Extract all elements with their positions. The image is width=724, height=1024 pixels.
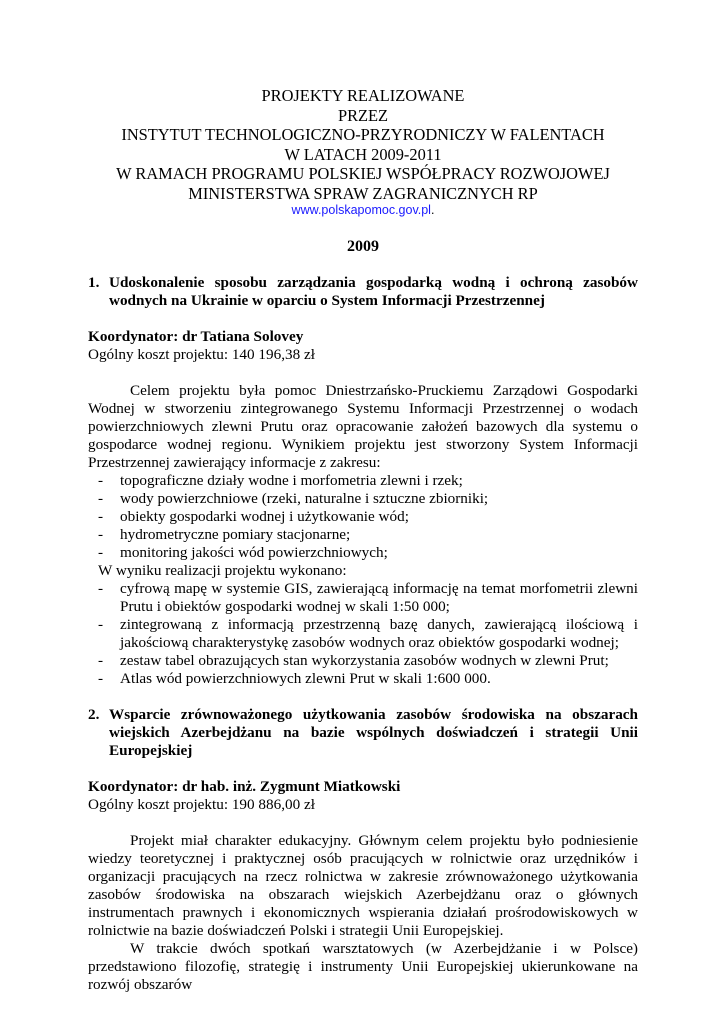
list-item: - monitoring jakości wód powierzchniowych; xyxy=(88,544,638,562)
list-item-text: zestaw tabel obrazujących stan wykorzystania zasobów wodnych w zlewni Prut; xyxy=(120,652,609,669)
project-2-cost: Ogólny koszt projektu: 190 886,00 zł xyxy=(88,796,315,813)
program-url-link[interactable]: www.polskapomoc.gov.pl xyxy=(291,203,431,217)
list-item: - wody powierzchniowe (rzeki, naturalne i sztuczne zbiorniki; xyxy=(88,490,638,508)
project-1-coordinator: Koordynator: dr Tatiana Solovey xyxy=(88,328,304,345)
project-2-heading xyxy=(88,706,638,760)
project-number: 1. xyxy=(88,274,100,291)
list-item: - topograficzne działy wodne i morfometria zlewni i rzek; xyxy=(88,472,638,490)
list-item-text: monitoring jakości wód powierzchniowych; xyxy=(120,544,388,561)
list-item: - zintegrowaną z informacją przestrzenną bazę danych, zawierającą ilościową i jakościową charakterystykę zasobów wodnych oraz obiektów gospodarki wodnej; xyxy=(98,616,638,651)
project-number: 2. xyxy=(88,706,100,723)
project-2-paragraph-2: W trakcie dwóch spotkań warsztatowych (w Azerbejdżanie i w Polsce) przedstawiono filozofię, strategię i instrumenty Unii Europejskiej ukierunkowane na rozwój obszarów xyxy=(88,940,638,993)
program-url-line xyxy=(88,203,638,218)
document-page xyxy=(88,86,638,994)
list-item-text: zintegrowaną z informacją przestrzenną bazę danych, zawierającą ilościową i jakościową charakterystykę zasobów wodnych oraz obiektów gospodarki wodnej; xyxy=(120,616,638,651)
title-line: INSTYTUT TECHNOLOGICZNO-PRZYRODNICZY W FALENTACH xyxy=(121,125,605,144)
list-item-text: Atlas wód powierzchniowych zlewni Prut w skali 1:600 000. xyxy=(120,670,491,687)
list-item: - cyfrową mapę w systemie GIS, zawierającą informację na temat morfometrii zlewni Prutu i obiektów gospodarki wodnej w skali 1:50 000; xyxy=(98,580,638,615)
list-item: - Atlas wód powierzchniowych zlewni Prut w skali 1:600 000. xyxy=(88,670,638,688)
list-item-text: hydrometryczne pomiary stacjonarne; xyxy=(120,526,351,543)
project-1-results-list xyxy=(88,580,638,688)
project-1-heading xyxy=(88,274,638,310)
project-1-cost: Ogólny koszt projektu: 140 196,38 zł xyxy=(88,346,315,363)
list-item-text: topograficzne działy wodne i morfometria zlewni i rzek; xyxy=(120,472,463,489)
project-1-results-intro: W wyniku realizacji projektu wykonano: xyxy=(98,562,347,579)
project-2-coordinator: Koordynator: dr hab. inż. Zygmunt Miatkowski xyxy=(88,778,401,795)
list-item-text: cyfrową mapę w systemie GIS, zawierającą informację na temat morfometrii zlewni Prutu i obiektów gospodarki wodnej w skali 1:50 000; xyxy=(120,580,638,615)
project-2-paragraph-1: Projekt miał charakter edukacyjny. Głównym celem projektu było podniesienie wiedzy teoretycznej i praktycznej osób pracujących w rolnictwie oraz urzędników i organizacji pracujących na rzecz rolnictwa w zakresie zrównoważonego użytkowania zasobów środowiska na obszarach wiejskich Azerbejdżanu oraz o głównych instrumentach prawnych i ekonomicznych wspierania działań prośrodowiskowych w rolnictwie na bazie doświadczeń Polski i strategii Unii Europejskiej. xyxy=(88,832,638,939)
list-item: - zestaw tabel obrazujących stan wykorzystania zasobów wodnych w zlewni Prut; xyxy=(88,652,638,670)
title-line: W RAMACH PROGRAMU POLSKIEJ WSPÓŁPRACY ROZWOJOWEJ xyxy=(116,164,610,183)
title-line: W LATACH 2009-2011 xyxy=(284,144,442,164)
document-title xyxy=(88,86,638,203)
list-item-text: wody powierzchniowe (rzeki, naturalne i sztuczne zbiorniki; xyxy=(120,490,489,507)
project-title: Udoskonalenie sposobu zarządzania gospodarką wodną i ochroną zasobów wodnych na Ukrainie w oparciu o System Informacji Przestrzennej xyxy=(109,274,638,309)
list-item: - hydrometryczne pomiary stacjonarne; xyxy=(88,526,638,544)
project-1-description: Celem projektu była pomoc Dniestrzańsko-Pruckiemu Zarządowi Gospodarki Wodnej w stworzeniu zintegrowanego Systemu Informacji Przestrzennej o wodach powierzchniowych zlewni Prutu oraz opracowanie założeń bazowych dla systemu o gospodarce wodnej regionu. Wynikiem projektu jest stworzony System Informacji Przestrzennej zawierający informacje z zakresu: xyxy=(88,382,638,471)
year-heading: 2009 xyxy=(347,238,379,255)
list-item-text: obiekty gospodarki wodnej i użytkowanie wód; xyxy=(120,508,409,525)
project-title: Wsparcie zrównoważonego użytkowania zasobów środowiska na obszarach wiejskich Azerbejdżanu na bazie wspólnych doświadczeń i strategii Unii Europejskiej xyxy=(109,706,638,759)
list-item: - obiekty gospodarki wodnej i użytkowanie wód; xyxy=(88,508,638,526)
title-line: PROJEKTY REALIZOWANE xyxy=(261,86,465,105)
title-line: MINISTERSTWA SPRAW ZAGRANICZNYCH RP xyxy=(188,183,538,203)
url-period: . xyxy=(430,203,435,217)
project-1-scope-list xyxy=(88,472,638,562)
title-line: PRZEZ xyxy=(337,105,389,125)
